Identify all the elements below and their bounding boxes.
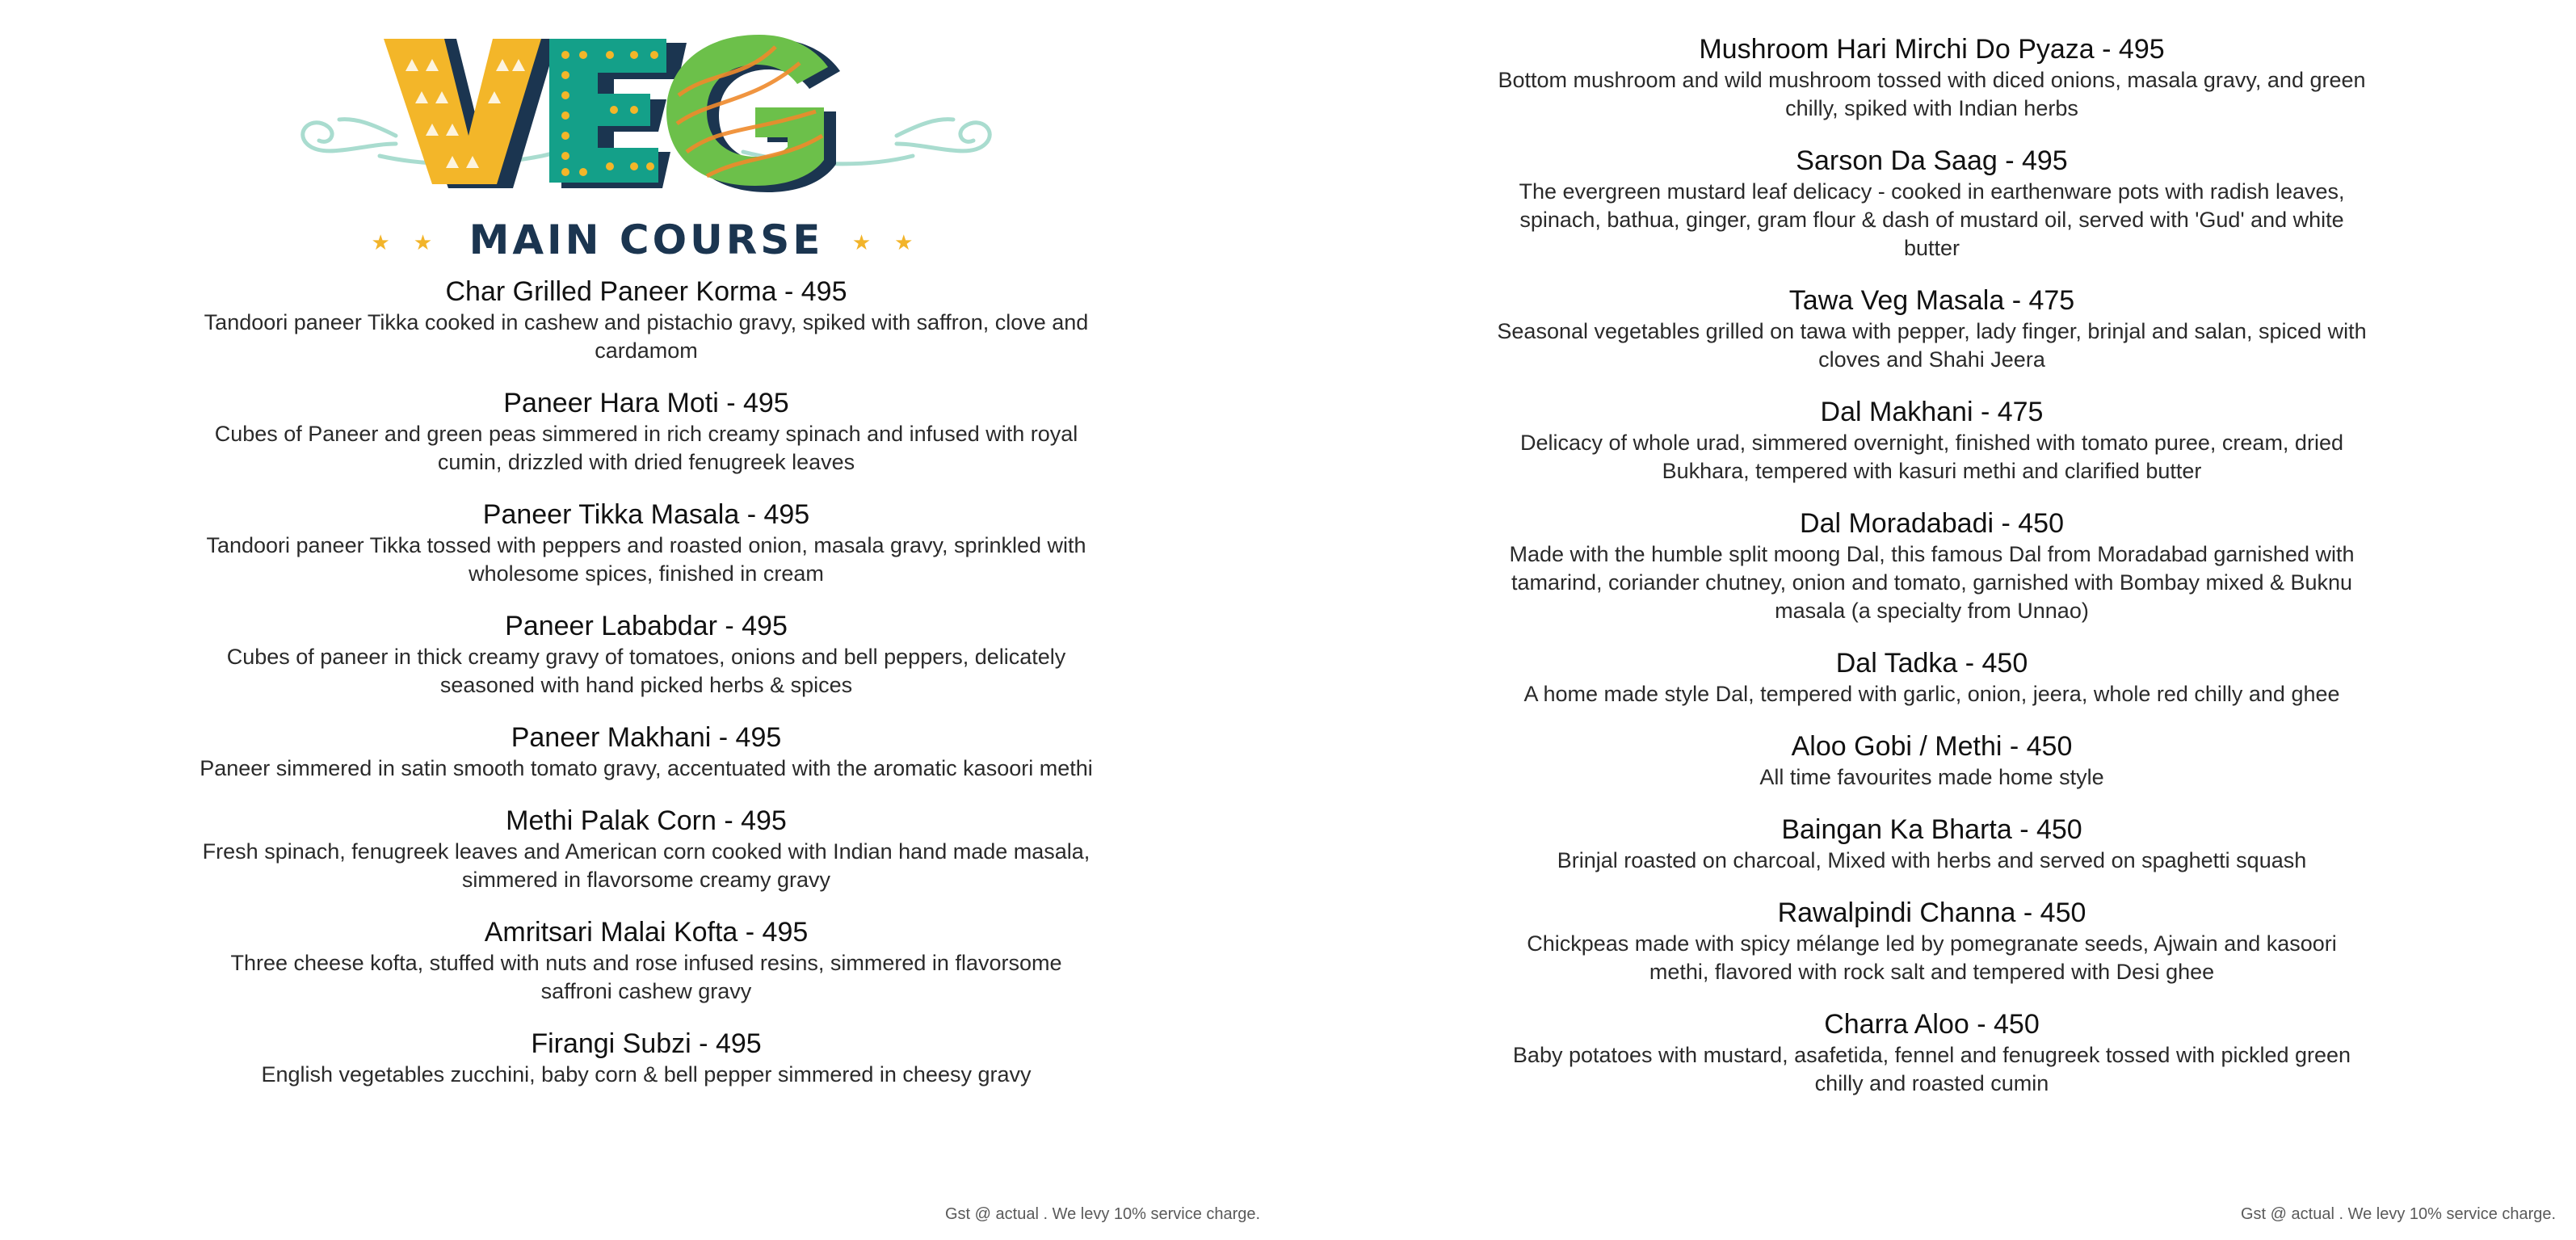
menu-item bbox=[1288, 32, 2576, 123]
dish-description: All time favourites made home style bbox=[1759, 765, 2104, 789]
dish-name: Char Grilled Paneer Korma - 495 bbox=[445, 276, 847, 307]
menu-item bbox=[1288, 1007, 2576, 1098]
dish-name: Aloo Gobi / Methi - 450 bbox=[1791, 731, 2073, 762]
dish-name: Dal Moradabadi - 450 bbox=[1800, 508, 2064, 539]
menu-item bbox=[0, 721, 1292, 783]
dish-description: Three cheese kofta, stuffed with nuts and rose infused resins, simmered in flavorsome saffroni cashew gravy bbox=[230, 951, 1062, 1003]
right-page bbox=[1288, 0, 2576, 1240]
dish-description: Made with the humble split moong Dal, this famous Dal from Moradabad garnished with tamarind, coriander chutney, onion and tomato, garnished with Bombay mixed & Buknu masala (a specialty from Unnao) bbox=[1509, 542, 2355, 623]
section-title: MAIN COURSE bbox=[469, 216, 824, 263]
dish-name: Paneer Makhani - 495 bbox=[511, 722, 782, 753]
menu-item bbox=[1288, 813, 2576, 875]
dish-description: A home made style Dal, tempered with garlic, onion, jeera, whole red chilly and ghee bbox=[1523, 682, 2340, 706]
dish-name: Dal Makhani - 475 bbox=[1820, 397, 2044, 427]
dish-name: Baingan Ka Bharta - 450 bbox=[1781, 814, 2082, 845]
veg-logo bbox=[291, 23, 1002, 200]
menu-item bbox=[0, 804, 1292, 894]
footer-note-right: Gst @ actual . We levy 10% service charge. bbox=[2241, 1205, 2557, 1223]
menu-item bbox=[1288, 896, 2576, 986]
menu-item bbox=[0, 498, 1292, 588]
menu-item bbox=[0, 1027, 1292, 1089]
dish-name: Paneer Hara Moti - 495 bbox=[503, 388, 789, 418]
dish-name: Firangi Subzi - 495 bbox=[531, 1028, 762, 1059]
dish-name: Paneer Tikka Masala - 495 bbox=[482, 499, 810, 530]
menu-list-right bbox=[1288, 32, 2576, 1119]
dish-description: English vegetables zucchini, baby corn & bell pepper simmered in cheesy gravy bbox=[261, 1062, 1032, 1087]
menu-item bbox=[1288, 395, 2576, 485]
menu-item bbox=[1288, 284, 2576, 374]
dish-description: Paneer simmered in satin smooth tomato gravy, accentuated with the aromatic kasoori methi bbox=[200, 756, 1093, 780]
dish-name: Charra Aloo - 450 bbox=[1824, 1009, 2040, 1040]
dish-name: Dal Tadka - 450 bbox=[1835, 648, 2028, 679]
menu-item bbox=[1288, 144, 2576, 263]
menu-item bbox=[1288, 729, 2576, 792]
dish-description: Brinjal roasted on charcoal, Mixed with herbs and served on spaghetti squash bbox=[1557, 848, 2307, 872]
dish-description: Fresh spinach, fenugreek leaves and American corn cooked with Indian hand made masala, simmered in flavorsome creamy gravy bbox=[202, 839, 1090, 892]
dish-description: Baby potatoes with mustard, asafetida, fennel and fenugreek tossed with pickled green chilly and roasted cumin bbox=[1512, 1043, 2351, 1095]
dish-description: Chickpeas made with spicy mélange led by pomegranate seeds, Ajwain and kasoori methi, flavored with rock salt and tempered with Desi ghee bbox=[1527, 931, 2337, 984]
dish-name: Amritsari Malai Kofta - 495 bbox=[484, 917, 809, 948]
menu-item bbox=[0, 386, 1292, 477]
heading-stars-left: ★ ★ bbox=[371, 230, 441, 255]
dish-description: Cubes of Paneer and green peas simmered in rich creamy spinach and infused with royal cumin, drizzled with dried fenugreek leaves bbox=[214, 422, 1078, 474]
dish-description: Bottom mushroom and wild mushroom tossed with diced onions, masala gravy, and green chilly, spiked with Indian herbs bbox=[1498, 68, 2366, 120]
heading-stars-right: ★ ★ bbox=[851, 230, 922, 255]
menu-item bbox=[0, 275, 1292, 365]
dish-description: Seasonal vegetables grilled on tawa with pepper, lady finger, brinjal and salan, spiced with cloves and Shahi Jeera bbox=[1497, 319, 2367, 372]
footer-note-left: Gst @ actual . We levy 10% service charge. bbox=[945, 1205, 1261, 1223]
dish-name: Paneer Lababdar - 495 bbox=[505, 611, 788, 641]
dish-description: Delicacy of whole urad, simmered overnight, finished with tomato puree, cream, dried Bukhara, tempered with kasuri methi and clarified butter bbox=[1520, 431, 2343, 483]
dish-description: The evergreen mustard leaf delicacy - cooked in earthenware pots with radish leaves, spinach, bathua, ginger, gram flour & dash of mustard oil, served with 'Gud' and white butter bbox=[1519, 179, 2345, 260]
dish-description: Tandoori paneer Tikka tossed with peppers and roasted onion, masala gravy, sprinkled with wholesome spices, finished in cream bbox=[206, 533, 1086, 586]
dish-name: Sarson Da Saag - 495 bbox=[1796, 145, 2068, 176]
menu-list-left bbox=[0, 275, 1292, 1110]
menu-item bbox=[0, 609, 1292, 700]
menu-item bbox=[0, 915, 1292, 1006]
dish-description: Tandoori paneer Tikka cooked in cashew and pistachio gravy, spiked with saffron, clove and cardamom bbox=[204, 310, 1089, 363]
dish-name: Tawa Veg Masala - 475 bbox=[1788, 285, 2075, 316]
section-heading bbox=[0, 216, 1292, 263]
dish-name: Mushroom Hari Mirchi Do Pyaza - 495 bbox=[1699, 34, 2165, 65]
logo-letter-g bbox=[666, 35, 840, 192]
dish-name: Methi Palak Corn - 495 bbox=[506, 805, 787, 836]
menu-item bbox=[1288, 646, 2576, 708]
dish-name: Rawalpindi Channa - 450 bbox=[1777, 897, 2086, 928]
dish-description: Cubes of paneer in thick creamy gravy of tomatoes, onions and bell peppers, delicately seasoned with hand picked herbs & spices bbox=[226, 645, 1066, 697]
logo-letter-v bbox=[384, 39, 557, 188]
logo-letter-e bbox=[549, 39, 687, 188]
menu-item bbox=[1288, 507, 2576, 625]
